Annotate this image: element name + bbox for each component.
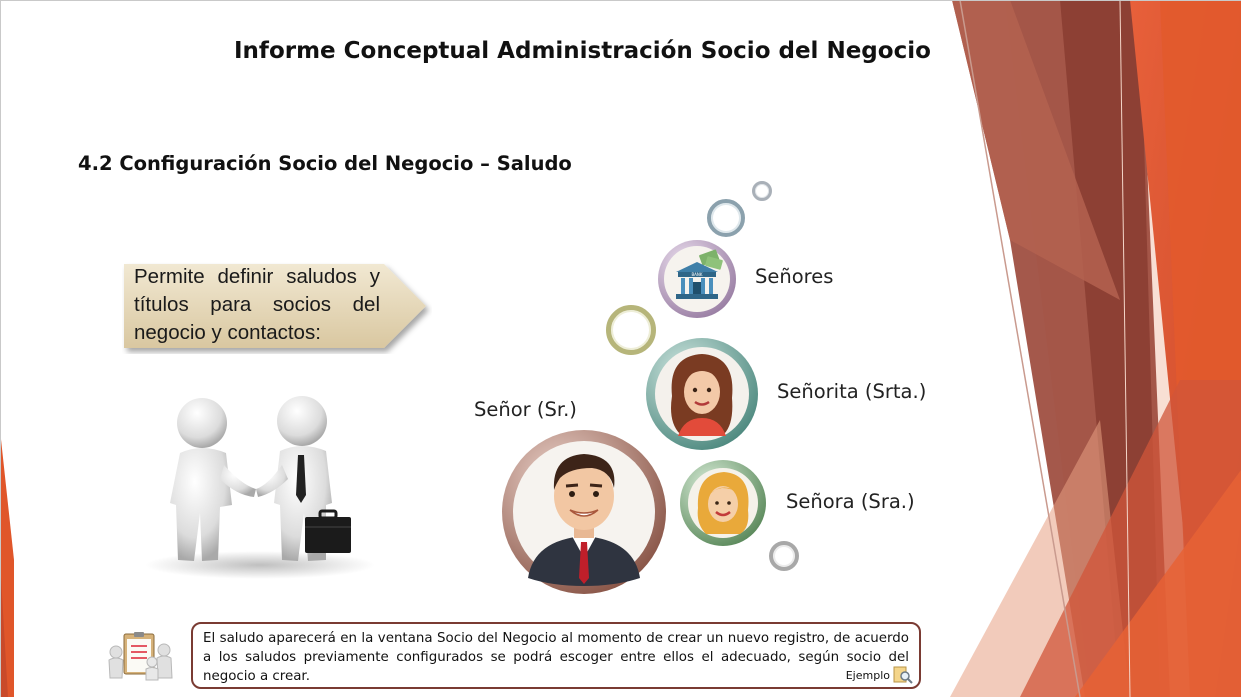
senor-portrait-icon <box>500 428 668 596</box>
bank-sign: BANK <box>691 272 703 277</box>
label-senores: Señores <box>755 265 834 288</box>
deco-ring-4 <box>769 541 799 571</box>
bank-icon <box>656 238 738 320</box>
example-label: Ejemplo <box>845 668 890 682</box>
slide-title: Informe Conceptual Administración Socio del Negocio <box>234 38 931 64</box>
label-senora: Señora (Sra.) <box>786 490 915 513</box>
note-box <box>191 622 921 689</box>
label-senorita: Señorita (Srta.) <box>777 380 927 403</box>
label-senor: Señor (Sr.) <box>474 398 577 421</box>
callout-text: Permite definir saludos y títulos para socios del negocio y contactos: <box>134 265 380 344</box>
handshake-figures <box>140 395 380 580</box>
example-link[interactable] <box>846 666 913 684</box>
magnifier-icon <box>893 666 913 684</box>
deco-ring-2 <box>707 199 745 237</box>
note-text: El saludo aparecerá en la ventana Socio del Negocio al momento de crear un nuevo registro, de acuerdo a los saludos previamente configurados se podrá escoger entre ellos el adecuado, según socio del negocio a crear. <box>203 631 909 684</box>
clipboard-team-icon <box>106 630 180 682</box>
section-subtitle: 4.2 Configuración Socio del Negocio – Saludo <box>78 152 572 175</box>
deco-ring-1 <box>752 181 772 201</box>
senora-portrait-icon <box>678 458 768 548</box>
